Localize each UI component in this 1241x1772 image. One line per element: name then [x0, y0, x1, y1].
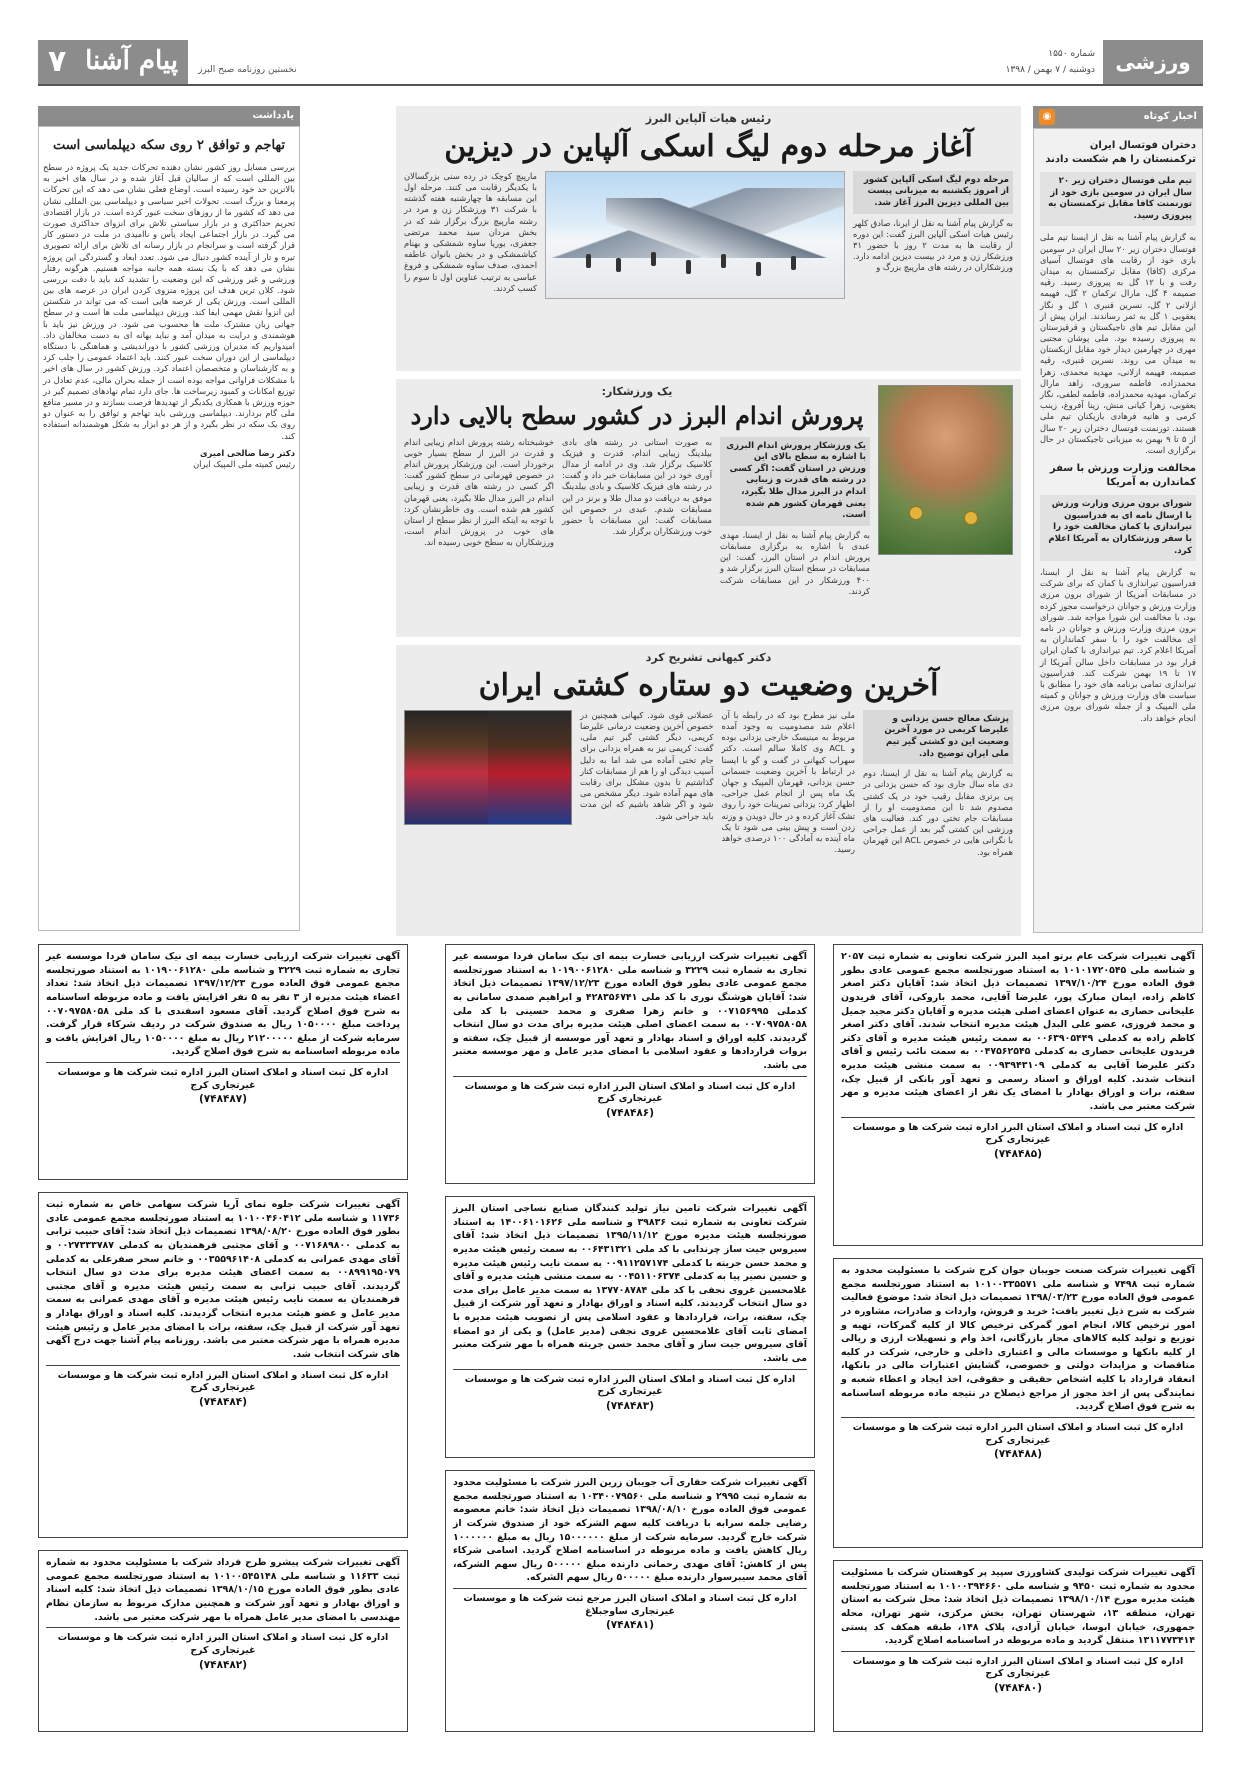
notice-code: (۷۴۸۴۸۷) — [198, 1093, 248, 1106]
notice-body: آگهی تغییرات شرکت تولیدی کشاورزی سپید پر کوهستان شرکت با مسئولیت محدود به شماره ثبت ۹۴۵۰ و شناسه ملی ۱۰۱۰۰۳۹۴۶۶۰ به استناد صورتجلسه هیئت مدیره مورخ ۱۳۹۸/۱۰/۱۴ تصمیمات ذیل اتخاذ شد: محل شرکت به استان تهران، منطقه ۱۳، شهرستان تهران، بخش مرکزی، شهر تهران، محله جمهوری، خیابان ابوسا، خیابان آزادی، پلاک ۱۴۸، طبقه همکف کد پستی ۱۳۱۱۷۷۳۴۱۴ منتقل گردید و ماده مربوطه در اساسنامه اصلاح گردید. — [841, 1567, 1195, 1647]
notice-footer: اداره کل ثبت اسناد و املاک استان البرز اداره ثبت شرکت ها و موسسات غیرتجاری کرج — [852, 1655, 1184, 1680]
notice-footer: اداره کل ثبت اسناد و املاک استان البرز مرجع ثبت شرکت ها و موسسات غیرتجاری ساوجبلاغ — [463, 1593, 797, 1617]
notice-code: (۷۴۸۴۸۴) — [198, 1395, 248, 1408]
notice-footer: اداره کل ثبت اسناد و املاک استان البرز اداره ثبت شرکت ها و موسسات غیرتجاری کرج — [57, 1369, 389, 1394]
page-number: ۷ — [48, 43, 67, 79]
notice-code: (۷۴۸۴۸۱) — [605, 1619, 655, 1632]
notice-body: آگهی تغییرات شرکت تامین نیاز تولید کنندگان صنایع نساجی استان البرز شرکت تعاونی به شماره ثبت ۳۹۸۳۶ و شناسه ملی ۱۴۰۰۶۱۰۱۶۲۶ به استناد صورتجلسه هیئت مدیره مورخ ۱۳۹۵/۱۱/۱۲ تصمیمات ذیل اتخاذ شد: آقای سیروس جیت ساز چرندابی با کد ملی ۰۰۶۴۳۱۳۲۱ به سمت رئیس هیئت مدیره و محمد حسن جریته با کدملی ۰۰۹۱۱۲۵۷۱۷۴ به سمت نایب رئیس هیئت مدیره و حسین نصیر پیا به کدملی ۰۰۴۵۱۱۰۶۳۷۴ به سمت منشی هیئت مدیره و آقای غلامحسین غروی نجفی با کد ملی ۱۳۷۷۰۸۷۸۴ به سمت مدیر عامل برای مدت دو سال انتخاب گردیدند. کلیه اسناد و اوراق بهادار و تعهد آور شرکت از قبیل چک، سفته، برات، قراردادها و عقود اسلامی پس از تصویب هیئت مدیره با امضای ثابت آقای غلامحسین غروی نجفی (مدیر عامل) و یکی از دو امضاء آقای سیروس جیت ساز و آقای محمد حسن جریته همراه با مهر شرکت معتبر می باشد. — [453, 1203, 807, 1364]
wrestling-kicker: دکتر کیهانی تشریح کرد — [645, 651, 772, 664]
logo-text: پیام آشنا — [85, 46, 178, 77]
notice-footer: اداره کل ثبت اسناد و املاک استان البرز اداره ثبت شرکت ها و موسسات غیرتجاری کرج — [464, 1373, 796, 1398]
section-label: ورزشی — [1103, 40, 1203, 84]
news-title-archery: مخالفت وزارت ورزش با سفر کماندارن به آمریکا — [1049, 463, 1196, 488]
notice-748488 — [833, 1258, 1203, 1548]
bodybuilding-lede: یک ورزشکار پرورش اندام البرزی با اشاره به سطح بالای این ورزش در استان گفت: اگر کسی در رشته های قدرت و زیبایی اندام در البرز مدال طلا بگیرد، یعنی قهرمان کشور هم شده است. — [720, 437, 870, 526]
notice-code: (۷۴۸۴۸۵) — [993, 1147, 1043, 1160]
article-bodybuilding — [396, 379, 1021, 637]
notice-748482 — [38, 1550, 408, 1732]
notice-748483 — [445, 1196, 815, 1458]
wrestling-lede: پزشک معالج حسن یزدانی و علیرضا کریمی در مورد آخرین وضعیت این دو کشتی گیر تیم ملی ایران توضیح داد. — [863, 710, 1013, 764]
notice-footer: اداره کل ثبت اسناد و املاک استان البرز اداره ثبت شرکت ها و موسسات غیرتجاری کرج — [57, 1632, 389, 1656]
ski-body-right: به گزارش پیام آشنا به نقل از ایرنا، صادق کلهر رئیس هیات اسکی آلپاین البرز گفت: این دوره از رقابت ها به مدت ۲ روز با حضور ۳۱ ورزشکار زن و مرد در بیست دیزین ادامه دارد. ورزشکاران در رشته های مارپیچ بزرگ و — [853, 217, 1013, 273]
wrestling-body-2: ملی نیز مطرح بود که در رابطه با آن اعلام شد مصدومیت به وجود آمده مربوط به مینیسک خارجی یزدانی بوده و ACL وی کاملا سالم است. دکتر سهراب کیهانی در گفت و گو با ایسنا در ارتباط با آخرین وضعیت جسمانی حسن یزدانی، قهرمان المپیک و جهان یک ماه پس از انجام عمل جراحی، اظهار کرد: یزدانی تمرینات خود را روی تشک آغاز کرده و در حال دویدن و وزنه زدن است و پیش بینی می شود تا یک ماه آینده به آمادگی ۱۰۰ درصدی خواهد رسید. — [721, 709, 855, 855]
notice-footer: اداره کل ثبت اسناد و املاک استان البرز اداره ثبت شرکت ها و موسسات غیرتجاری کرج — [464, 1080, 796, 1105]
bodybuilding-kicker: یک ورزشکار: — [601, 385, 673, 398]
notice-748485 — [833, 944, 1203, 1246]
article-ski — [396, 106, 1021, 371]
short-news-label: اخبار کوتاه — [1143, 111, 1197, 123]
notice-footer: اداره کل ثبت اسناد و املاک استان البرز اداره ثبت شرکت ها و موسسات غیرتجاری کرج — [852, 1121, 1184, 1146]
notice-code: (۷۴۸۴۸۰) — [993, 1682, 1043, 1695]
notice-body: آگهی تغییرات شرکت صنعت جویبان جوان کرج شرکت با مسئولیت محدود به شماره ثبت ۷۴۹۸ و شناسه ملی ۱۰۱۰۰۳۳۵۵۷۱ به استناد صورتجلسه مجمع عمومی فوق العاده مورخ ۱۳۹۸/۰۳/۲۳ تصمیمات ذیل اتخاذ شد: موضوع فعالیت شرکت به شرح ذیل تغییر یافت: خرید و فروش، واردات و صادرات، مشاوره در امور ترخیص کالا، انجام امور گمرکی ترخیص کالا از کلیه گمرکات، تهیه و توزیع و تولید کلیه کالاهای مجاز بازرگانی، اخذ وام و تسهیلات ارزی و ریالی از کلیه بانکها و موسسات مالی و اعتباری داخلی و خارجی، شرکت در کلیه مناقصات و مزایدات دولتی و خصوصی، گشایش اعتبارات مالی در بانکها، انعقاد قرارداد با کلیه اشخاص حقیقی و حقوقی، اخذ ایجاد و اعطاء شعبه و نمایندگی پس از اخذ مجوز از مراجع ذیصلاح در نتیجه ماده مربوطه اساسنامه به شرح فوق اصلاح گردید. — [841, 1265, 1195, 1413]
issue-number: شماره ۱۵۵۰ — [1048, 49, 1095, 60]
editorial-title: تهاجم و توافق ۲ روی سکه دیپلماسی است — [52, 137, 286, 153]
notice-body: آگهی تغییرات شرکت پیشرو طرح فرداد شرکت با مسئولیت محدود به شماره ثبت ۱۱۶۳۳ و شناسه ملی ۱۰۱۰۰۵۴۵۱۴۸ به استناد صورتجلسه مجمع عمومی عادی بطور فوق العاده مورخ ۱۳۹۸/۱۰/۱۵ تصمیمات ذیل اتخاذ شد: کلیه اسناد و اوراق بهادار و تعهد آور شرکت و همچنین مدارک مربوط به سازمان نظام مهندسی با امضای مدیر عامل همراه با مهر شرکت معتبر می باشد. — [46, 1557, 400, 1623]
news-body-futsal: به گزارش پیام آشنا به نقل از ایسنا تیم ملی فوتسال دختران زیر ۲۰ سال ایران در سومین بازی خود از رقابت های فوتسال آسیای مرکزی (کافا) مقابل ترکمنستان به میدان رفت و با ۱۲ گل به پیروزی رسید. رقیه صمیمه ۴ گل، مارال ترکمان ۲ گل، فهیمه ازلانی ۲ گل، نسرین قنبری ۱ گل و نگار یعقوبی ۱ گل به ثمر رساندند. ایران پیش از این مقابل تیم های تاجیکستان و قرقیزستان به پیروزی رسیده بود. ملی پوشان مجتبی مهری در چهارمین دیدار خود مقابل ازبکستان به میدان می روند. نسرین قنبری، رقیه صمیمه، فهیمه ازلانی، مهدیه محمدی، زهرا محمدزاده، فاطمه سروری، زاهد مارال ترکمان، مهدیه محمدزاده، فاطمه لطفی، نگار یعقوبی، زهرا کیانی منش، زینا آفروغ، زینب کرمی و هانیه فرهادی بازیکنان تیم ملی هستند. تورنمنت فوتسال دختران زیر ۲۰ سال از ۵ تا ۹ بهمن به میزبانی تاجیکستان در حال برگزاری است. — [1040, 232, 1197, 455]
editorial-column — [38, 106, 300, 936]
issue-date: دوشنبه / ۷ بهمن / ۱۳۹۸ — [1005, 64, 1095, 75]
notice-footer: اداره کل ثبت اسناد و املاک استان البرز اداره ثبت شرکت ها و موسسات غیرتجاری کرج — [57, 1067, 389, 1091]
editorial-header — [38, 106, 300, 126]
editorial-label: یادداشت — [252, 110, 294, 121]
notice-748481 — [445, 1470, 815, 1732]
editorial-content — [38, 126, 300, 931]
notice-748486 — [445, 944, 815, 1184]
ski-lede: مرحله دوم لیگ اسکی آلپاین کشور از امروز یکشنبه به میزبانی پیست بین المللی دیزین البرز آغاز شد. — [853, 171, 1013, 214]
main-articles — [396, 106, 1021, 936]
bodybuilding-body-2: به صورت استانی در رشته های بادی بیلدینگ زیبایی اندام، قدرت و فیزیک کلاسیک برگزار شد. وی در ادامه از مدال آوری خود در این مسابقات خبر داد و گفت: در رشته های فیزیک کلاسیک و بادی بیلدینگ موفق به دریافت دو مدال طلا و برنز در این مسابقات شدم. عبدی در خصوص این مسابقات گفت: این مسابقات با حضور خوب ورزشکاران برگزار شد. — [562, 436, 712, 537]
ski-kicker: رئیس هیات آلپاین البرز — [645, 112, 772, 125]
short-news-column — [1033, 106, 1203, 936]
notice-body: آگهی تغییرات شرکت ارزیابی خسارت بیمه ای نیک سامان فردا موسسه غیر تجاری به شماره ثبت ۳۲۲۹ و شناسه ملی ۱۰۱۹۰۰۶۱۲۸۰ به استناد صورتجلسه مجمع عمومی فوق العاده مورخ ۱۳۹۷/۱۲/۲۳ تصمیمات ذیل اتخاذ شد: تعداد اعضاء هیئت مدیره از ۳ نفر به ۵ نفر افزایش یافت و ماده مربوطه اساسنامه به شرح فوق اصلاح گردید. آقای مسعود اسفندی با کد ملی ۰۰۷۰۹۷۵۸۰۵۸ پرداخت مبلغ ۱۰۵۰۰۰۰ ریال به صندوق شرکت در ردیف شرکاء قرار گرفت. سرمایه شرکت از مبلغ ۲۱۲۰۰۰۰۰ ریال به مبلغ ۱۰۵۰۰۰۰ ریال افزایش یافت و ماده مربوطه اساسنامه به شرح فوق اصلاح گردید. — [46, 951, 400, 1058]
notice-code: (۷۴۸۴۸۶) — [605, 1107, 655, 1119]
bodybuilder-photo — [878, 385, 1013, 555]
notice-body: آگهی تغییرات شرکت جلوه نمای آریا شرکت سهامی خاص به شماره ثبت ۱۱۷۳۶ و شناسه ملی ۱۰۱۰۰۴۶۰۴۱۲ به استناد صورتجلسه مجمع عمومی عادی بطور فوق العاده مورخ ۱۳۹۸/۰۸/۲۰ تصمیمات ذیل اتخاذ شد: آقای حبیب ترابی به کدملی ۰۰۷۱۶۸۹۸۰۰ و آقای مجتبی فرهمندیان به کدملی ۰۰۲۷۳۳۳۷۸۷ و آقای مهدی عمرانی به کدملی ۰۰۳۵۵۹۶۱۴۰۸ و خانم سحر صفرعلی به کدملی ۰۰۸۹۹۱۹۵۰۷۹ به سمت اعضای هیئت مدیره برای مدت دو سال انتخاب گردیدند. آقای حبیب ترابی به سمت رئیس هیئت مدیره و آقای مجتبی فرهمندیان به سمت نایب رئیس هیئت مدیره و آقای مهدی عمرانی به سمت مدیر عامل و عضو هیئت مدیره انتخاب گردیدند. کلیه اسناد و اوراق بهادار و تعهد آور شرکت از قبیل چک، سفته، برات با امضای مدیر عامل و رئیس هیئت مدیره همراه با مهر شرکت معتبر می باشد. روزنامه پیام آشنا جهت درج آگهی های شرکت انتخاب شد. — [46, 1199, 401, 1360]
notice-body: آگهی تغییرات شرکت حفاری آب جویبان زرین البرز شرکت با مسئولیت محدود به شماره ثبت ۲۹۹۵ و شناسه ملی ۱۰۳۴۰۰۷۹۵۶۰ به استناد صورتجلسه مجمع عمومی فوق العاده مورخ ۱۳۹۸/۰۸/۱۰ تصمیمات ذیل اتخاذ شد: خانم معصومه رضایی جلمه سرابه با دریافت کلیه سهم الشرکه خود از صندوق شرکت از شرکت خارج گردید. سرمایه شرکت از مبلغ ۱۵۰۰۰۰۰۰ ریال به مبلغ ۱۰۰۰۰۰۰ ریال کاهش یافت و ماده مربوطه در اساسنامه اصلاح گردید. اسامی شرکاء پس از کاهش: آقای مهدی رحمانی دارنده مبلغ ۵۰۰۰۰۰ ریال سهم الشرکه، آقای محمد سیبرسوار دارنده مبلغ ۵۰۰۰۰۰ ریال سهم الشرکه. — [453, 1477, 808, 1584]
notice-748480 — [833, 1560, 1203, 1732]
bodybuilding-body-3: خوشبختانه رشته پرورش اندام زیبایی اندام و قدرت در البرز از سطح بسیار خوبی برخوردار است. این ورزشکار پرورش اندام در خصوص قهرمانی در سطح کشور گفت: اگر کسی در رشته های قدرت و زیبایی اندام در البرز مدال طلا بگیرد، یعنی قهرمان کشور هم شده است. وی خاطرنشان کرد: با توجه به اینکه البرز از نظر سطح از استان های خوب در پرورش اندام است، ورزشکاران به سطح خوبی رسیده اند. — [404, 436, 554, 548]
notice-body: آگهی تغییرات شرکت ارزیابی خسارت بیمه ای نیک سامان فردا موسسه غیر تجاری به شماره ثبت ۳۲۲۹ و شناسه ملی ۱۰۱۹۰۰۶۱۲۸۰ به استناد صورتجلسه مجمع عمومی عادی بطور فوق العاده مورخ ۱۳۹۷/۱۲/۲۳ تصمیمات ذیل اتخاذ شد: آقایان هوشنگ نوری با کد ملی ۴۲۸۳۵۶۷۴۱ و ابراهیم صمدی سامانی به کدملی ۰۰۷۱۵۶۹۹۵ و خانم زهرا صفری و محمد حسینی با کد ملی ۰۰۷۰۹۷۵۸۰۵۸ به سمت اعضای اصلی هیئت مدیره برای مدت دو سال انتخاب گردیدند. کلیه اوراق و اسناد بهادار و تعهد آور موسسه از قبیل چک، سفته و بروات قراردادها و عقود اسلامی با امضای مدیر عامل و مهر موسسه معتبر می باشد. — [453, 951, 807, 1071]
news-body-archery: به گزارش پیام آشنا به نقل از ایسنا، فدراسیون تیراندازی با کمان که برای شرکت در مسابقات آمریکا از شورای برون مرزی وزارت ورزش و جوانان درخواست مجوز کرده بود، با مخالفت این شورا مواجه شد. شورای برون مرزی وزارت ورزش و جوانان در نامه ای مخالفت خود را با سفر کمانداران به آمریکا اعلام کرد. تیم تیراندازی با کمان ایران قرار بود در مسابقات داخل سالن آمریکا از ۱۷ تا ۱۹ بهمن شرکت کند. فدراسیون تیراندازی تمامی برنامه های خود را مطابق با سیاست های وزارت ورزش و جوانان و کمیته ملی المپیک و از جمله شورای برون مرزی انجام خواهد داد. — [1040, 567, 1196, 723]
notice-code: (۷۴۸۴۸۳) — [605, 1399, 655, 1412]
editorial-author: دکتر رضا صالحی امیری — [200, 447, 295, 458]
wrestling-body-1: به گزارش پیام آشنا به نقل از ایسنا، دوم دی ماه سال جاری بود که حسن یزدانی در پی برتری مقابل رقیب خود در یک کشتی مصدوم شد تا این مصدومیت او را از مسابقات جام تختی دور کند. فعالیت های ورزشی این کشتی گیر بعد از عمل جراحی با نگرانی هایی در خصوص ACL این قهرمان همراه بود. — [863, 768, 1013, 857]
ski-body-left: مارپیچ کوچک در رده سنی بزرگسالان با یکدیگر رقابت می کنند. مرحله اول این مسابقه ها چهارشنبه هفته گذشته با شرکت ۳۱ ورزشکار زن و مرد در رشته مارپیچ بزرگ برگزار شد که در بخش مردان سید محمد مرتضی جعفری، یوریا ساوه شمشکی و بهنام کیاشمشکی و در بخش بانوان عاطفه احمدی، صدف ساوه شمشکی و فروغ عباسی به ترتیب عناوین اول تا سوم را کسب کردند. — [404, 170, 537, 293]
newspaper-logo — [38, 40, 188, 84]
notice-748484 — [38, 1192, 408, 1538]
article-wrestling — [396, 645, 1021, 936]
notice-748487 — [38, 944, 408, 1180]
news-title-futsal: دختران فوتسال ایران ترکمنستان را هم شکست دادند — [1045, 140, 1196, 165]
ski-photo — [545, 171, 845, 299]
issue-info — [993, 40, 1103, 84]
notice-body: آگهی تغییرات شرکت عام برتو امید البرز شرکت تعاونی به شماره ثبت ۲۰۵۷ و شناسه ملی ۱۰۱۰۱۷۲۰۵۴۵ به استناد صورتجلسه مجمع عمومی عادی بطور فوق العاده مورخ ۱۳۹۷/۱۰/۲۴ تصمیمات ذیل اتخاذ شد: آقایان دکتر اصغر کاظم زاده، ایمان مبارک پور، علیرضا آقایی، محمد باروکی، آقای فریدون علیخانی حصاری به عنوان اعضای اصلی هیئت مدیره و آقایان دکتر مجید جمیل و محمد فروزی، عضو علی البدل هیئت مدیره انتخاب شدند. آقای دکتر اصغر کاظم زاده به کدملی ۰۰۶۳۹۰۵۴۴۹ به سمت رئیس هیئت مدیره و آقای دکتر فریدون علیخانی حصاری به کدملی ۰۰۴۷۵۶۲۵۴۵ به سمت نائب رئیس و آقای دکتر علیرضا آقایی به کدملی ۰۰۹۳۹۴۳۱۰۹ به سمت منشی هیئت مدیره انتخاب شدند. کلیه اوراق و اسناد رسمی و تعهد آور بانکی از قبیل چک، سفته، برات و اوراق بهادار با امضای یک نفر از اعضای هیئت مدیره و مهر شرکت معتبر می باشد. — [841, 951, 1195, 1112]
news-lede-futsal: تیم ملی فوتسال دختران زیر ۲۰ سال ایران در سومین بازی خود از تورنمنت کافا مقابل ترکمنستان به پیروزی رسید. — [1040, 172, 1196, 226]
rss-icon: ◉ — [1039, 109, 1055, 125]
legal-notices — [38, 944, 1203, 1732]
bodybuilding-body-1: به گزارش پیام آشنا به نقل از ایسنا، مهدی عبدی با اشاره به برگزاری مسابقات پرورش اندام در استان البرز، گفت: این مسابقات در سطح استان البرز برگزار شد و ۴۰۰ ورزشکار در این مسابقات شرکت کردند. — [720, 529, 870, 596]
short-news-header — [1033, 106, 1203, 128]
editorial-author-title: رئیس کمیته ملی المپیک ایران — [193, 458, 295, 469]
wrestling-headline: آخرین وضعیت دو ستاره کشتی ایران — [478, 667, 939, 703]
tagline: نخستین روزنامه صبح البرز — [198, 64, 297, 75]
wrestling-body-3: عضلانی قوی شود. کیهانی همچنین در خصوص آخرین وضعیت درمانی علیرضا کریمی، دیگر کشتی گیر تیم ملی، گفت: کریمی نیز به همراه یزدانی برای جام تختی آماده می شد اما به دلیل آسیب دیدگی او را هم از مسابقات کنار گذاشتیم تا بدون مشکل برای رقابت های مهم آماده شود. دیگر مشخص می شود و اگر شاهد باشیم که این مدت باید جراحی شود. — [580, 709, 714, 821]
notice-code: (۷۴۸۴۸۸) — [993, 1448, 1043, 1461]
notice-footer: اداره کل ثبت اسناد و املاک استان البرز اداره ثبت شرکت ها و موسسات غیرتجاری کرج — [852, 1421, 1184, 1446]
short-news-content — [1033, 128, 1203, 933]
wrestlers-photo — [404, 710, 572, 825]
page-header — [38, 40, 1203, 86]
bodybuilding-headline: پرورش اندام البرز در کشور سطح بالایی دارد — [410, 400, 864, 430]
notice-code: (۷۴۸۴۸۲) — [198, 1658, 248, 1671]
editorial-body: بررسی مسایل روز کشور نشان دهنده تحرکات جدید یک پروژه در سطح بین المللی است که از سالیان قبل آغاز شده و در سال های اخیر به بالاترین حد خود رسیده است. اوضاع فعلی نشان می دهد که این تحرکات پرمعنا و بزرگ است. تحولات اخیر سیاسی و دیپلماسی بین المللی نشان می دهد که کشور ما از روزهای سخت عبور کرده است. در بازار اقتصادی تحریم حداکثری و در بازار سیاستی تلاش برای انزوای حداکثری صورت می گیرد. در بازار اجتماعی ایجاد یأس و ناامیدی در ملت در دستور کار قرار گرفته است و سرانجام در بازار رسانه ای تلاش برای ارائه تصویری تیره و تار از آینده کشور دنبال می شود. تعدد ابعاد و گستردگی این پروژه نشان می دهد که با یک بسته همه جانبه مواجه هستیم. هرگونه رفتار ورزشی و غیر ورزشی که این وضعیت را تشدید کند باید با دقت بررسی شود. کلان ترین هدف این پروژه منزوی کردن ایران در عرصه های بین المللی است. ورزش یکی از عرصه هایی است که می تواند در شکستن این انزوا نقش مهمی ایفا کند. ورزش دیپلماسی ملت ها است و در سطح جهانی زبان مشترک ملت ها محسوب می شود. در ورزش نیز باید با هوشمندی و درایت به میدان آمد و نباید بهانه ای به دست مخالفان داد. امیدواریم که مدیران ورزشی کشور با دوراندیشی و هماهنگی با دستگاه دیپلماسی از این دوران سخت عبور کنند. باید اعتماد عمومی را جلب کرد و به کارشناسان و متخصصان اعتماد کرد. ورزش کشور در سال های اخیر با مشکلات فراوانی مواجه بوده است از جمله بحران مالی، عدم تعادل در توزیع امکانات و کمبود زیرساخت ها. جای دارد تمام نهادهای تصمیم گیر در حوزه ورزش با همکاری یکدیگر از تهدیدها فرصت بسازند و در مسیر منافع ملی گام بردارند. دیپلماسی ورزشی باید تهاجم و توافق را به عنوان دو روی یک سکه در نظر بگیرد و از هر دو ابزار به شکل هوشمندانه استفاده کند. — [43, 162, 295, 441]
ski-headline: آغاز مرحله دوم لیگ اسکی آلپاین در دیزین — [444, 128, 973, 164]
news-lede-archery: شورای برون مرزی وزارت ورزش با ارسال نامه ای به فدراسیون تیراندازی با کمان مخالفت خود را با سفر ورزشکاران به آمریکا اعلام کرد. — [1040, 495, 1196, 561]
